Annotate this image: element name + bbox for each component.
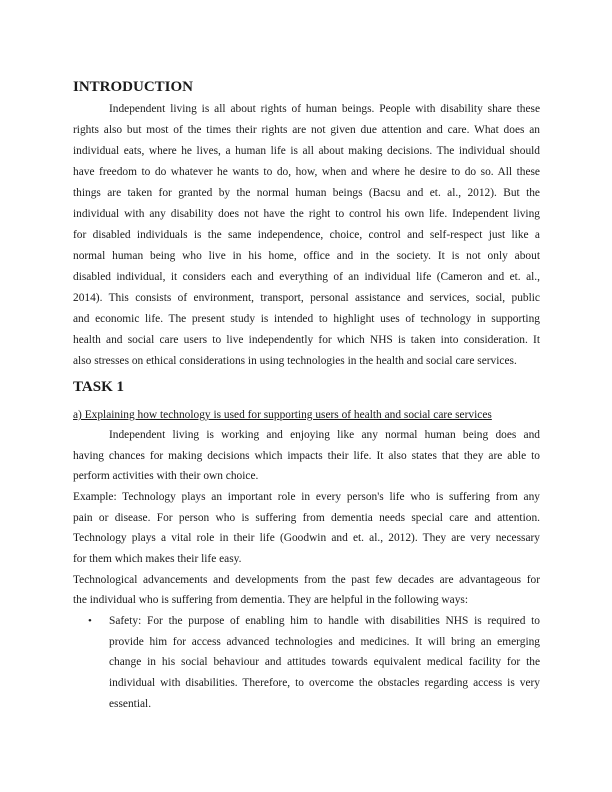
bullet-icon: •	[88, 615, 92, 627]
paragraph-line: for them which makes their life easy.	[73, 553, 242, 565]
bullet-line: change in his social behaviour and attitudes towards equivalent medical facility for the	[109, 656, 540, 668]
bullet-line: provide him for access advanced technologies and medicines. It will bring an emerging	[109, 636, 540, 648]
bullet-line: essential.	[109, 698, 152, 710]
paragraph-line: Technology plays a vital role in their life (Goodwin and et. al., 2012). They are very necessary	[73, 532, 540, 544]
paragraph-line: also stresses on ethical considerations in using technologies in the health and social care services.	[73, 355, 517, 367]
paragraph-line: rights also but most of the times their rights are not given due attention and care. What does an	[73, 124, 540, 136]
paragraph-line: disabled individual, it considers each and everything of an individual life (Cameron and et. al.,	[73, 271, 540, 283]
introduction-heading: INTRODUCTION	[73, 79, 194, 95]
paragraph-line: Independent living is working and enjoying like any normal human being does and	[109, 429, 540, 441]
paragraph-line: Technological advancements and developments from the past few decades are advantageous for	[73, 574, 540, 586]
paragraph-line: Example: Technology plays an important role in every person's life who is suffering from any	[73, 491, 540, 503]
task1-heading: TASK 1	[73, 379, 124, 395]
paragraph-line: 2014). This consists of environment, transport, personal assistance and services, social, public	[73, 292, 540, 304]
paragraph-line: normal human being who live in his home, office and in the society. It is not only about	[73, 250, 540, 262]
paragraph-line: individual with any disability does not have the right to control his own life. Independent living	[73, 208, 540, 220]
paragraph-line: have freedom to do whatever he wants to do, how, when and where he desire to do so. All these	[73, 166, 540, 178]
bullet-line: individual with disabilities. Therefore, to overcome the obstacles regarding access is very	[109, 677, 540, 689]
bullet-line: Safety: For the purpose of enabling him to handle with disabilities NHS is required to	[109, 615, 540, 627]
paragraph-line: pain or disease. For person who is suffering from dementia needs special care and attention.	[73, 512, 540, 524]
paragraph-line: for disabled individuals is the same independence, choice, control and self-respect just like a	[73, 229, 540, 241]
paragraph-line: Independent living is all about rights of human beings. People with disability share these	[109, 103, 540, 115]
task1-subheading: a) Explaining how technology is used for supporting users of health and social care services	[73, 409, 492, 421]
paragraph-line: health and social care users to live independently for which NHS is taken into consideration. It	[73, 334, 540, 346]
paragraph-line: things are taken for granted by the normal human beings (Bacsu and et. al., 2012). But the	[73, 187, 540, 199]
paragraph-line: having chances for making decisions which impacts their life. It also states that they are able to	[73, 450, 540, 462]
paragraph-line: and economic life. The present study is intended to highlight uses of technology in supporting	[73, 313, 540, 325]
paragraph-line: perform activities with their own choice.	[73, 470, 259, 482]
paragraph-line: individual eats, where he lives, a human life is all about making decisions. The individual should	[73, 145, 540, 157]
paragraph-line: the individual who is suffering from dementia. They are helpful in the following ways:	[73, 594, 469, 606]
